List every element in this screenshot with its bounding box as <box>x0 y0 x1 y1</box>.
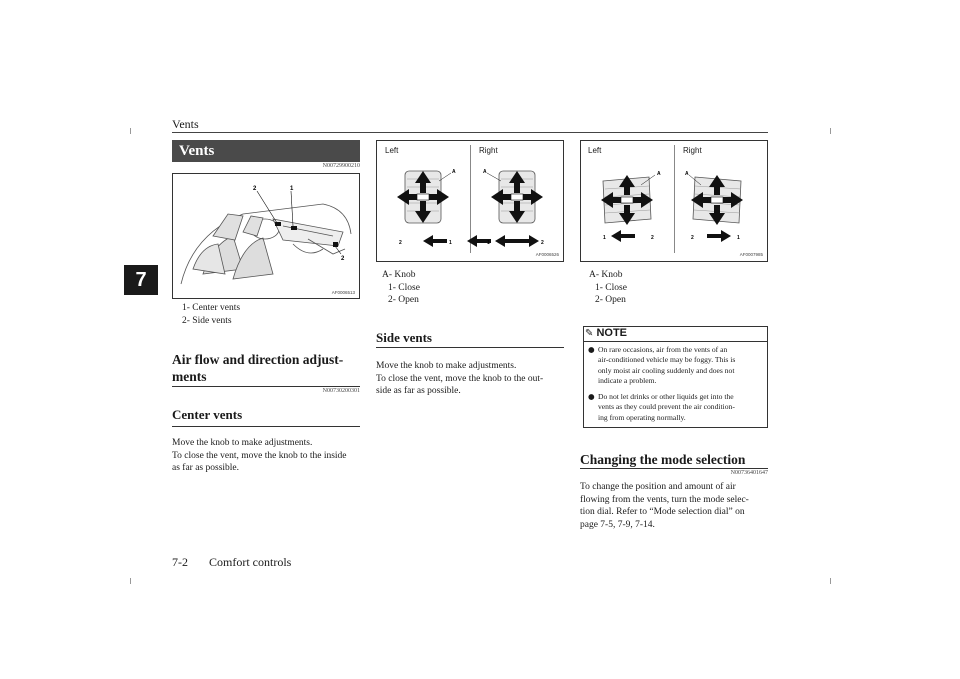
legend-item: 2- Side vents <box>182 315 232 326</box>
mode-selection-text <box>580 481 772 531</box>
page-footer <box>172 555 309 570</box>
figure-id: AF0006513 <box>331 290 355 295</box>
text-line: only moist air cooling suddenly and does not <box>598 365 735 375</box>
figure-label-right: Right <box>683 146 702 155</box>
crop-mark <box>830 578 831 584</box>
mode-selection-rule <box>580 468 768 469</box>
note-pencil-icon: ✎ <box>585 328 594 339</box>
footer-section: Comfort controls <box>209 555 292 569</box>
crop-mark <box>130 128 131 134</box>
crop-mark <box>830 128 831 134</box>
section-code: N00729900210 <box>322 163 360 169</box>
text-line: ing from operating normally. <box>598 412 686 422</box>
svg-text:A: A <box>657 171 661 177</box>
callout-label: 1 <box>290 186 294 192</box>
text-line: tion dial. Refer to “Mode selection dial” on <box>580 507 745 517</box>
figure-legend <box>382 269 420 307</box>
section-title-vents: Vents <box>172 140 360 162</box>
figure-id: AF0007985 <box>739 252 763 257</box>
car-interior-illustration <box>173 174 359 298</box>
svg-text:2: 2 <box>691 235 694 241</box>
side-vent-knob-diagram <box>581 141 767 261</box>
side-vents-rule <box>376 347 564 348</box>
text-line: On rare occasions, air from the vents of an <box>598 345 728 354</box>
text-line: indicate a problem. <box>598 375 657 385</box>
crop-mark <box>130 578 131 584</box>
legend-item: A- Knob <box>589 270 623 280</box>
side-vents-text <box>376 360 568 398</box>
bullet-icon: ● <box>588 392 595 401</box>
note-heading-rule <box>583 341 768 342</box>
legend-item: 1- Center vents <box>182 303 241 313</box>
text-line: as far as possible. <box>172 463 240 473</box>
svg-text:A: A <box>452 169 456 175</box>
text-line: To close the vent, move the knob to the out- <box>376 373 544 384</box>
vent-knob-diagram <box>377 141 563 261</box>
legend-item: 1- Close <box>595 282 627 293</box>
mode-selection-code: N00736401647 <box>730 470 768 476</box>
text-line: Move the knob to make adjustments. <box>172 438 313 448</box>
figure-id: AF0006526 <box>535 252 559 257</box>
legend-item: 1- Close <box>388 282 420 293</box>
text-line: Do not let drinks or other liquids get into the <box>598 392 734 401</box>
svg-text:2: 2 <box>399 240 402 246</box>
note-heading <box>585 327 627 339</box>
text-line: air-conditioned vehicle may be foggy. This is <box>598 355 736 365</box>
text-line: page 7-5, 7-9, 7-14. <box>580 519 655 530</box>
mode-selection-title: Changing the mode selection <box>580 452 746 467</box>
header-rule <box>172 132 768 133</box>
subsection-title-airflow: Air flow and direction adjust-ments <box>172 352 344 384</box>
figure-legend <box>182 302 240 327</box>
figure-label-right: Right <box>479 146 498 155</box>
figure-label-left: Left <box>588 146 602 155</box>
figure-legend <box>589 269 627 307</box>
center-vents-text <box>172 437 362 475</box>
note-item <box>588 345 766 386</box>
subsection-code: N00730200301 <box>322 388 360 394</box>
page-number: 7-2 <box>172 555 188 569</box>
legend-item: 2- Open <box>388 295 419 305</box>
text-line: To close the vent, move the knob to the inside <box>172 450 347 461</box>
figure-label-left: Left <box>385 146 399 155</box>
text-line: flowing from the vents, turn the mode selec- <box>580 494 749 505</box>
chapter-tab: 7 <box>124 265 158 295</box>
center-vents-title: Center vents <box>172 407 243 422</box>
svg-text:1: 1 <box>737 235 740 241</box>
text-line: side as far as possible. <box>376 386 461 396</box>
svg-text:2: 2 <box>651 235 654 241</box>
svg-text:2: 2 <box>541 240 544 246</box>
note-heading-text: NOTE <box>596 327 628 339</box>
subsection-rule <box>172 386 360 387</box>
svg-text:1: 1 <box>603 235 606 241</box>
figure-center-vents <box>376 140 564 262</box>
callout-label: 2 <box>253 186 257 192</box>
text-line: Move the knob to make adjustments. <box>376 361 517 371</box>
svg-text:1: 1 <box>449 240 452 246</box>
text-line: vents as they could prevent the air condition- <box>598 402 735 412</box>
legend-item: 2- Open <box>595 295 626 305</box>
page-header-title: Vents <box>172 117 199 131</box>
figure-side-vents <box>580 140 768 262</box>
callout-label: 2 <box>341 256 345 262</box>
svg-text:A: A <box>483 169 487 175</box>
text-line: To change the position and amount of air <box>580 482 736 492</box>
note-item <box>588 392 766 423</box>
bullet-icon: ● <box>588 345 595 354</box>
legend-item: A- Knob <box>382 270 416 280</box>
figure-car-interior <box>172 173 360 299</box>
svg-text:1: 1 <box>487 240 490 246</box>
svg-text:A: A <box>685 171 689 177</box>
side-vents-title: Side vents <box>376 330 432 345</box>
center-vents-rule <box>172 426 360 427</box>
